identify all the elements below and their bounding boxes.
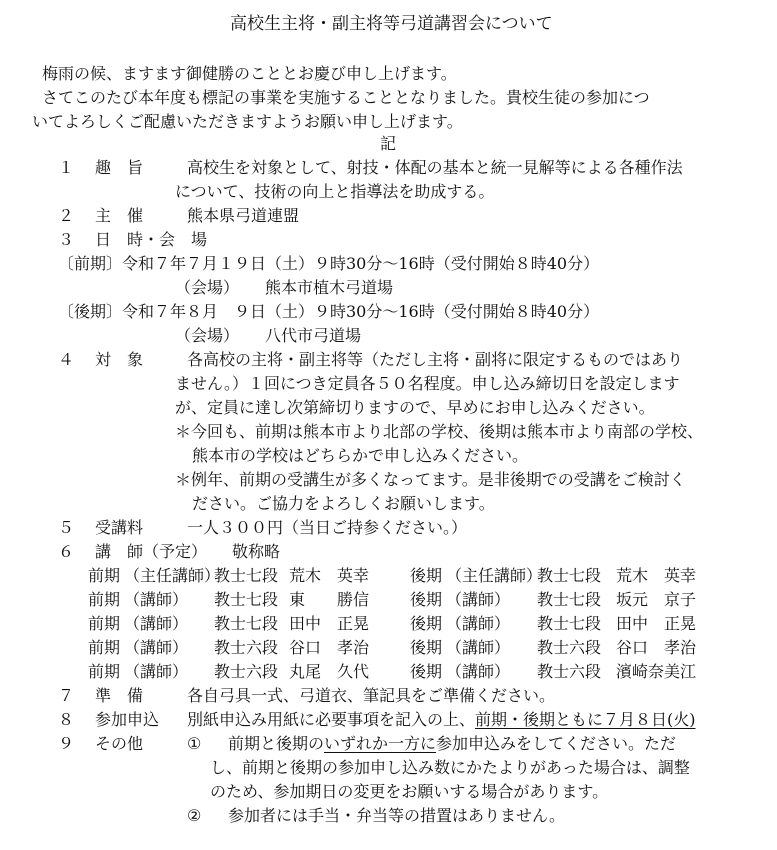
section-4-line-2: ません。）１回につき定員各５０名程度。申し込み締切日を設定します	[175, 374, 680, 393]
lecturer-period1-cell: 前期	[88, 638, 121, 657]
lecturer-rank2-cell: 教士七段	[537, 614, 602, 633]
section-6-label: 講 師（予定）	[95, 542, 208, 561]
lecturer-role2-cell: （講師）	[446, 662, 511, 681]
lecturer-name1-cell: 東 勝信	[289, 590, 370, 609]
lecturer-rank2-cell: 教士六段	[537, 662, 602, 681]
lecturer-role2-cell: （主任講師）	[446, 566, 543, 585]
section-5-label: 受講料	[95, 518, 144, 537]
section-4-line-3: が、定員に達し次第締切りますので、早めにお申し込みください。	[175, 398, 655, 417]
lecturer-name2-cell: 田中 正晃	[616, 614, 697, 633]
lecturer-role1-cell: （講師）	[124, 614, 189, 633]
lecturer-role1-cell: （講師）	[124, 590, 189, 609]
lecturer-period2-cell: 後期	[410, 662, 443, 681]
lecturer-period1-cell: 前期	[88, 662, 121, 681]
lecturer-name2-cell: 濱崎奈美江	[616, 662, 697, 681]
section-9-item-1-line-3: のため、参加期日の変更をお願いする場合があります。	[210, 782, 609, 801]
lecturer-name1-cell: 田中 正晃	[289, 614, 370, 633]
section-9-item-1-mark: ①	[187, 734, 202, 753]
section-8-text	[187, 710, 696, 730]
kouki-venue: 八代市弓道場	[265, 326, 362, 345]
section-4-number: ４	[58, 350, 75, 369]
lecturer-name1-cell: 丸尾 久代	[289, 662, 370, 681]
section-9-item-1-line-2: し、前期と後期の参加申し込み数にかたよりがあった場合は、調整	[210, 758, 690, 777]
lecturer-role1-cell: （講師）	[124, 662, 189, 681]
zenki-date: 〔前期〕令和７年７月１９日（土）９時30分～16時（受付開始８時40分）	[58, 254, 600, 273]
lecturer-period2-cell: 後期	[410, 614, 443, 633]
section-8-text-plain: 別紙申込み用紙に必要事項を記入の上、	[187, 710, 476, 729]
lecturer-period1-cell: 前期	[88, 614, 121, 633]
section-7-number: ７	[58, 686, 75, 705]
lecturer-rank1-cell: 教士六段	[214, 638, 279, 657]
section-3-number: ３	[58, 230, 75, 249]
section-2-label: 主 催	[95, 206, 144, 225]
section-5-text: 一人３００円（当日ご持参ください。）	[187, 518, 468, 537]
section-7-text: 各自弓具一式、弓道衣、筆記具をご準備ください。	[187, 686, 556, 705]
lecturer-name1-cell: 谷口 孝治	[289, 638, 370, 657]
kouki-date: 〔後期〕令和７年８月 ９日（土）９時30分～16時（受付開始８時40分）	[58, 302, 600, 321]
section-1-label: 趣 旨	[95, 158, 144, 177]
section-4-note-2b: ださい。ご協力をよろしくお願いします。	[192, 494, 495, 513]
lecturer-rank1-cell: 教士七段	[214, 590, 279, 609]
lecturer-role2-cell: （講師）	[446, 590, 511, 609]
section-4-note-1b: 熊本市の学校はどちらかで申し込みください。	[192, 446, 529, 465]
section-7-label: 準 備	[95, 686, 144, 705]
lecturer-period2-cell: 後期	[410, 566, 443, 585]
lecturer-role2-cell: （講師）	[446, 638, 511, 657]
greeting-line-1: 梅雨の候、ますます御健勝のこととお慶び申し上げます。	[42, 64, 457, 83]
section-3-label: 日 時・会 場	[95, 230, 208, 249]
lecturer-rank1-cell: 教士六段	[214, 662, 279, 681]
kouki-venue-label: （会場）	[175, 326, 240, 345]
document-title: 高校生主将・副主将等弓道講習会について	[230, 14, 553, 34]
zenki-venue: 熊本市植木弓道場	[265, 278, 394, 297]
ki-heading: 記	[380, 134, 397, 153]
section-1-text-2: について、技術の向上と指導法を助成する。	[175, 182, 495, 201]
section-9-item-1-line-1	[228, 734, 676, 754]
section-8-label: 参加申込	[95, 710, 160, 729]
lecturer-period2-cell: 後期	[410, 590, 443, 609]
lecturer-name2-cell: 坂元 京子	[616, 590, 697, 609]
greeting-line-2: さてこのたび本年度も標記の事業を実施することとなりました。貴校生徒の参加につ	[42, 88, 650, 107]
section-4-note-1a: ＊今回も、前期は熊本市より北部の学校、後期は熊本市より南部の学校、	[175, 422, 704, 441]
section-9-item-2-text: 参加者には手当・弁当等の措置はありません。	[228, 806, 565, 825]
section-5-number: ５	[58, 518, 75, 537]
section-9-number: ９	[58, 734, 75, 753]
section-9-label: その他	[95, 734, 144, 753]
lecturer-period1-cell: 前期	[88, 566, 121, 585]
lecturer-role2-cell: （講師）	[446, 614, 511, 633]
lecturer-role1-cell: （講師）	[124, 638, 189, 657]
lecturer-rank1-cell: 教士七段	[214, 566, 279, 585]
section-4-line-1: 各高校の主将・副主将等（ただし主将・副将に限定するものではあり	[187, 350, 684, 369]
lecturer-rank2-cell: 教士六段	[537, 638, 602, 657]
section-2-number: ２	[58, 206, 75, 225]
section-9-item-1-a: 前期と後期の	[228, 734, 325, 753]
section-1-text-1: 高校生を対象として、射技・体配の基本と統一見解等による各種作法	[187, 158, 683, 177]
lecturer-name2-cell: 谷口 孝治	[616, 638, 697, 657]
section-9-item-2-mark: ②	[187, 806, 202, 825]
zenki-venue-label: （会場）	[175, 278, 240, 297]
section-6-number: ６	[58, 542, 75, 561]
section-9-item-1-c: 参加申込みをしてください。ただ	[436, 734, 677, 753]
section-9-item-1-emphasis: いずれか一方に	[324, 734, 437, 753]
section-4-label: 対 象	[95, 350, 144, 369]
lecturer-period2-cell: 後期	[410, 638, 443, 657]
lecturer-name2-cell: 荒木 英幸	[616, 566, 697, 585]
section-4-note-2a: ＊例年、前期の受講生が多くなってます。是非後期での受講をご検討く	[175, 470, 686, 489]
lecturer-rank2-cell: 教士七段	[537, 590, 602, 609]
section-8-deadline: 前期・後期ともに７月８日(火)	[475, 710, 696, 729]
lecturer-rank2-cell: 教士七段	[537, 566, 602, 585]
section-6-honorific-note: 敬称略	[232, 542, 281, 561]
lecturer-role1-cell: （主任講師）	[124, 566, 221, 585]
lecturer-period1-cell: 前期	[88, 590, 121, 609]
lecturer-rank1-cell: 教士七段	[214, 614, 279, 633]
greeting-line-3: いてよろしくご配慮いただきますようお願い申し上げます。	[32, 112, 463, 131]
lecturer-name1-cell: 荒木 英幸	[289, 566, 370, 585]
section-1-number: １	[58, 158, 75, 177]
section-2-text: 熊本県弓道連盟	[187, 206, 300, 225]
section-8-number: ８	[58, 710, 75, 729]
